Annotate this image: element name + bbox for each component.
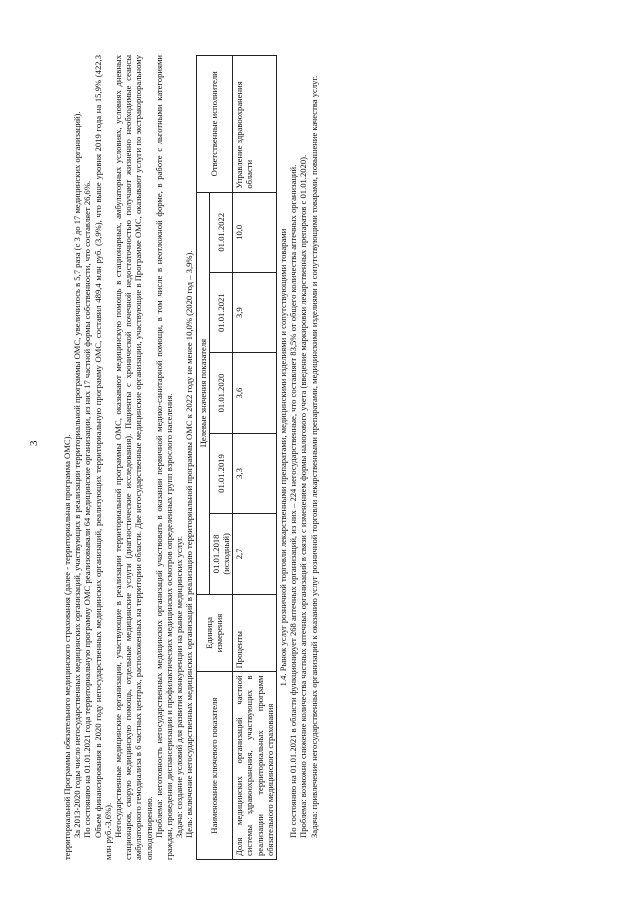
header-target-values: Целевые значения показателя — [196, 192, 209, 594]
header-date: 01.01.2018 (исходный) — [209, 514, 232, 594]
cell-indicator-name: Доля медицинских организаций частной системы здравоохранения, участвующих в реализации территориальных программ обязательного медицинского страхования — [233, 672, 277, 860]
paragraph-pharmacies: По состоянию на 01.01.2021 в области функционирует 268 аптечных организаций, из них – 224 негосударственные, что составляет 83,5% от общего количества аптечных организаций. — [288, 164, 299, 838]
kpi-table — [196, 55, 277, 860]
paragraph-services: Негосударственные медицинские организации, участвующие в реализации территориальной программы ОМС, оказывают медицинскую помощь в стационарных, амбулаторных условиях, условиях дневных стационаров, скорую медицинскую помощь, отдельные медицинские услуги (диагностические исследования). Пациенты с хронической почечной недостаточностью получают жизненно необходимые сеансы амбулаторного гемодиализа в 6 частных центрах, расположенных на территории области. Две негосударственные медицинские организации, участвующие в Программе ОМС, оказывают услуги по экстракорпоральному оплодотворению. — [113, 55, 154, 860]
header-date: 01.01.2019 — [209, 433, 232, 513]
header-date: 01.01.2020 — [209, 353, 232, 433]
header-indicator-name: Наименование ключевого показателя — [196, 672, 233, 860]
table-header-row — [196, 56, 209, 860]
cell-value: 10,0 — [233, 192, 277, 272]
section-title: 1.4. Рынок услуг розничной торговли лекарственными препаратами, медицинскими изделиями и сопутствующими товарами — [278, 228, 289, 687]
cell-value: 3,6 — [233, 353, 277, 433]
table-row — [233, 56, 277, 860]
header-date: 01.01.2022 — [209, 192, 232, 272]
cell-value: 3,9 — [233, 273, 277, 353]
header-date: 01.01.2021 — [209, 273, 232, 353]
header-unit: Единица измерения — [196, 594, 233, 672]
rotated-content — [62, 55, 596, 860]
paragraph-pharmacy-problem: Проблема: возможно снижение количества частных аптечных организаций в связи с изменением формы налогового учета (введение маркировки лекарственных препаратов с 01.01.2020). — [298, 154, 309, 838]
paragraph-status-2021: По состоянию на 01.01.2021 года территориальную программу ОМС реализовывали 64 медицинские организации, из них 17 частной формы собственности, что составляет 26,6%. — [82, 180, 93, 838]
page-number: 3 — [28, 440, 40, 446]
paragraph-growth: За 2013-2020 годы число негосударственных медицинских организаций, участвующих в реализации территориальной программы ОМС, увеличилось в 5,7 раза (с 3 до 17 медицинских организаций). — [72, 111, 83, 838]
paragraph-pharmacy-task: Задача: привлечение негосударственных организаций к оказанию услуг розничной торговли лекарственными препаратами, медицинскими изделиями и сопутствующими товарами, повышение качества услуг. — [308, 75, 319, 838]
cell-value: 2,7 — [233, 514, 277, 594]
paragraph-task: Задача: создание условий для развития конкуренции на рынке медицинских услуг. — [174, 536, 185, 838]
cell-value: 3,3 — [233, 433, 277, 513]
paragraph-continuation: территориальной Программы обязательного медицинского страхования (далее - территориальная программа ОМС). — [62, 434, 72, 860]
header-responsible: Ответственные исполнители — [196, 56, 233, 193]
cell-responsible: Управление здравоохранения области — [233, 56, 277, 193]
paragraph-goal: Цель: включение негосударственных медицинских организаций в реализацию территориальной программы ОМС к 2022 году не менее 10,0% (2020 год – 3,9%). — [184, 250, 195, 838]
cell-unit: Проценты — [233, 594, 277, 672]
paragraph-problem: Проблема: неготовность негосударственных медицинских организаций участвовать в оказании первичной медико-санитарной помощи, в том числе в неотложной форме, в работе с льготными категориями граждан, проведении диспансеризации и профилактических медицинских осмотров определенных групп взрослого населения. — [153, 55, 175, 860]
paragraph-financing: Объем финансирования в 2020 году негосударственных медицинских организаций, реализующих территориальную программу ОМС, составил 489,4 млн руб. (3,9%), что выше уровня 2019 года на 15,9% (422,3 млн руб.-3,6%). — [92, 55, 113, 860]
